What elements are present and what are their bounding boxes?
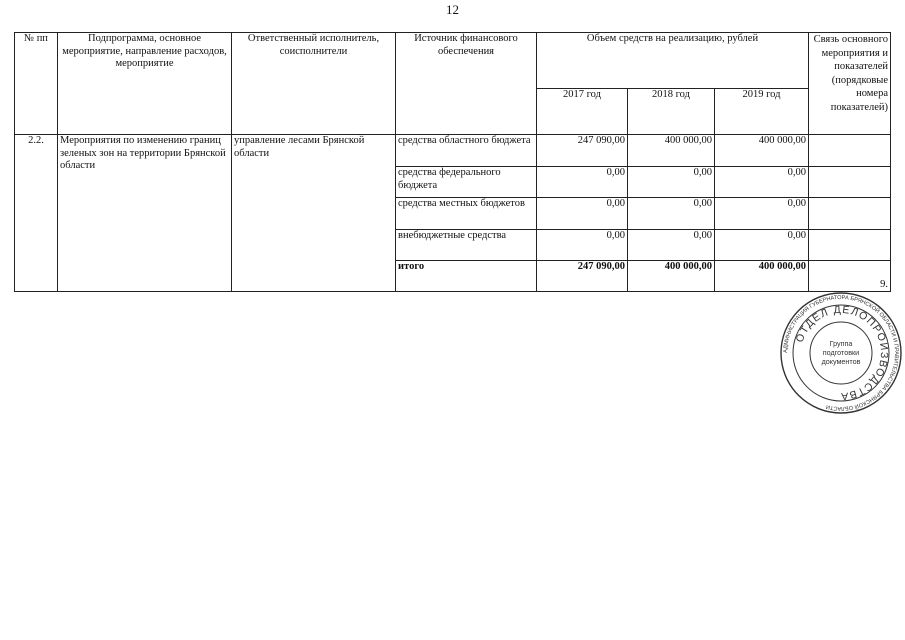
header-volume: Объем средств на реализацию, рублей (537, 33, 809, 89)
amount-cell: 0,00 (715, 230, 809, 261)
table-row (15, 135, 891, 167)
stamp-center-line: подготовки (822, 348, 860, 357)
header-year-2018: 2018 год (628, 89, 715, 135)
amount-cell: 0,00 (715, 167, 809, 198)
item-executor: управление лесами Брянской области (232, 135, 396, 292)
total-label: итого (396, 261, 537, 292)
source-cell: средства федерального бюджета (396, 167, 537, 198)
item-number: 2.2. (15, 135, 58, 292)
stamp-ring-text: ОТДЕЛ ДЕЛОПРОИЗВОДСТВА (793, 303, 891, 403)
header-source: Источник финансового обеспечения (396, 33, 537, 135)
stamp-outer-text: АДМИНИСТРАЦИЯ ГУБЕРНАТОРА БРЯНСКОЙ ОБЛАСТИ И ПРАВИТЕЛЬСТВА БРЯНСКОЙ ОБЛАСТИ (782, 294, 900, 412)
amount-cell: 0,00 (537, 198, 628, 230)
total-links: 9. (809, 261, 891, 292)
header-year-2017: 2017 год (537, 89, 628, 135)
amount-cell: 400 000,00 (715, 135, 809, 167)
source-cell: средства местных бюджетов (396, 198, 537, 230)
department-stamp (779, 291, 903, 415)
links-cell (809, 230, 891, 261)
header-num: № пп (15, 33, 58, 135)
header-year-2019: 2019 год (715, 89, 809, 135)
amount-cell: 247 090,00 (537, 135, 628, 167)
item-program: Мероприятия по изменению границ зеленых зон на территории Брянской области (58, 135, 232, 292)
amount-cell: 0,00 (628, 230, 715, 261)
financing-table (14, 32, 891, 292)
amount-cell: 0,00 (537, 167, 628, 198)
source-cell: внебюджетные средства (396, 230, 537, 261)
links-cell (809, 167, 891, 198)
source-cell: средства областного бюджета (396, 135, 537, 167)
header-program: Подпрограмма, основное мероприятие, направление расходов, мероприятие (58, 33, 232, 135)
amount-cell: 0,00 (628, 198, 715, 230)
amount-cell: 400 000,00 (628, 135, 715, 167)
amount-cell: 0,00 (628, 167, 715, 198)
total-amount: 400 000,00 (715, 261, 809, 292)
page-number: 12 (446, 2, 459, 17)
stamp-center-line: документов (821, 357, 861, 366)
links-cell (809, 198, 891, 230)
amount-cell: 0,00 (537, 230, 628, 261)
amount-cell: 0,00 (715, 198, 809, 230)
total-amount: 400 000,00 (628, 261, 715, 292)
stamp-center-line: Группа (829, 339, 853, 348)
header-row (15, 33, 891, 89)
header-executor: Ответственный исполнитель, соисполнители (232, 33, 396, 135)
total-amount: 247 090,00 (537, 261, 628, 292)
links-cell (809, 135, 891, 167)
header-links: Связь основного мероприятия и показателей (порядковые номера показателей) (809, 33, 891, 135)
